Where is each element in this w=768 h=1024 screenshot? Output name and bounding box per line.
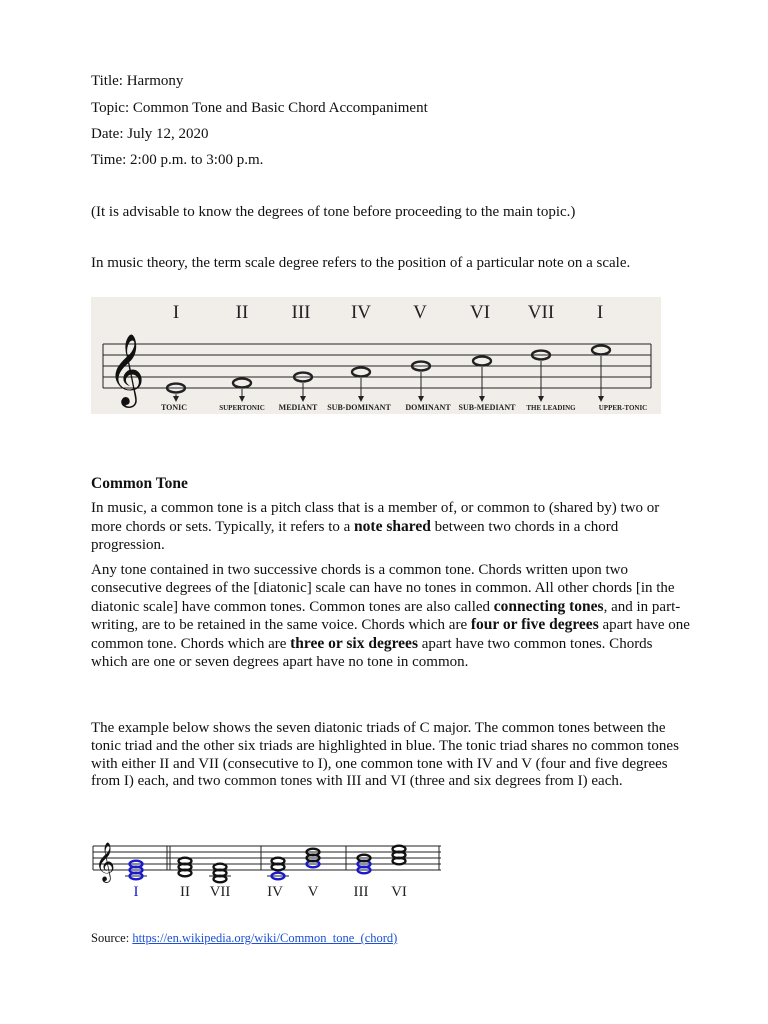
notes <box>162 346 610 402</box>
triad-note <box>272 858 285 865</box>
arrow-head <box>598 396 604 402</box>
source-link[interactable]: https://en.wikipedia.org/wiki/Common_tone_(chord) <box>132 931 398 945</box>
triads-svg <box>91 840 443 900</box>
degree-numeral: V <box>413 302 427 323</box>
triad-labels <box>134 884 407 900</box>
triad-note <box>393 846 406 853</box>
triad-label: I <box>133 884 139 900</box>
degree-name: MEDIANT <box>278 403 318 412</box>
degree-name: TONIC <box>160 403 188 412</box>
degree-name: SUPERTONIC <box>219 404 265 412</box>
whole-note <box>352 368 370 377</box>
degree-numeral: I <box>172 302 180 323</box>
triad-label: VI <box>391 884 407 900</box>
arrow-head <box>479 396 485 402</box>
arrow-head <box>418 396 424 402</box>
treble-clef-icon: 𝄞 <box>108 336 145 404</box>
doc-time: Time: 2:00 p.m. to 3:00 p.m. <box>91 152 264 168</box>
treble-clef-icon: 𝄞 <box>95 844 116 881</box>
whole-note <box>473 357 491 366</box>
arrow-head <box>358 396 364 402</box>
triad-label: VII <box>209 884 231 900</box>
diatonic-triads-figure <box>91 840 443 900</box>
whole-note <box>592 346 610 355</box>
whole-note <box>233 379 251 388</box>
doc-title: Title: Harmony <box>91 73 184 89</box>
degree-numeral: III <box>291 302 311 323</box>
degree-numeral: IV <box>350 302 372 323</box>
triad-label: II <box>180 884 190 900</box>
numerals <box>173 302 603 323</box>
doc-topic: Topic: Common Tone and Basic Chord Accompaniment <box>91 100 428 116</box>
arrow-head <box>538 396 544 402</box>
degree-numeral: I <box>596 302 604 323</box>
paragraph-example: The example below shows the seven diatonic triads of C major. The common tones between the tonic triad and the other six triads are highlighted in blue. The tonic triad shares no common tones with either II and VII (consecutive to I), one common tone with IV and V (four and five degrees from I) each, and two common tones with III and VI (three and six degrees from I) each. <box>91 720 679 790</box>
degree-numeral: II <box>235 302 249 323</box>
intro-paragraph: In music theory, the term scale degree refers to the position of a particular note on a scale. <box>91 255 631 271</box>
degree-names <box>161 403 647 412</box>
arrow-head <box>239 396 245 402</box>
degree-name: SUB-DOMINANT <box>327 403 391 412</box>
triad-label: IV <box>267 884 283 900</box>
degree-name: THE LEADING <box>526 404 576 412</box>
arrow-head <box>300 396 306 402</box>
arrow-head <box>173 396 179 402</box>
degree-numeral: VII <box>527 302 555 323</box>
triad-label: V <box>307 884 319 900</box>
scale-degrees-svg <box>91 297 661 414</box>
source-label: Source: <box>91 931 133 945</box>
degree-name: SUB-MEDIANT <box>458 403 516 412</box>
paragraph-common-tones: Any tone contained in two successive chords is a common tone. Chords written upon two consecutive degrees of the [diatonic] scale can have no tones in common. All other chords [in the diatonic scale] have common tones. Common tones are also called connecting tones, and in part-writing, are to be retained in the same voice. Chords which are four or five degrees apart have one common tone. Chords which are three or six degrees apart have two common tones. Chords which are one or seven degrees apart have no tone in common. <box>91 562 690 670</box>
triad-note <box>214 864 227 871</box>
triad-note <box>179 858 192 865</box>
degree-numeral: VI <box>469 302 491 323</box>
advisory-note: (It is advisable to know the degrees of tone before proceeding to the main topic.) <box>91 204 576 220</box>
scale-degrees-figure <box>91 297 661 414</box>
triad-label: III <box>353 884 369 900</box>
section-heading: Common Tone <box>91 475 188 492</box>
degree-name: DOMINANT <box>405 403 451 412</box>
source-line <box>91 931 397 946</box>
paragraph-definition: In music, a common tone is a pitch class that is a member of, or common to (shared by) two or more chords or sets. Typically, it refers to a note shared between two chords in a chord progression. <box>91 500 660 553</box>
doc-date: Date: July 12, 2020 <box>91 126 209 142</box>
degree-name: UPPER-TONIC <box>598 404 648 412</box>
